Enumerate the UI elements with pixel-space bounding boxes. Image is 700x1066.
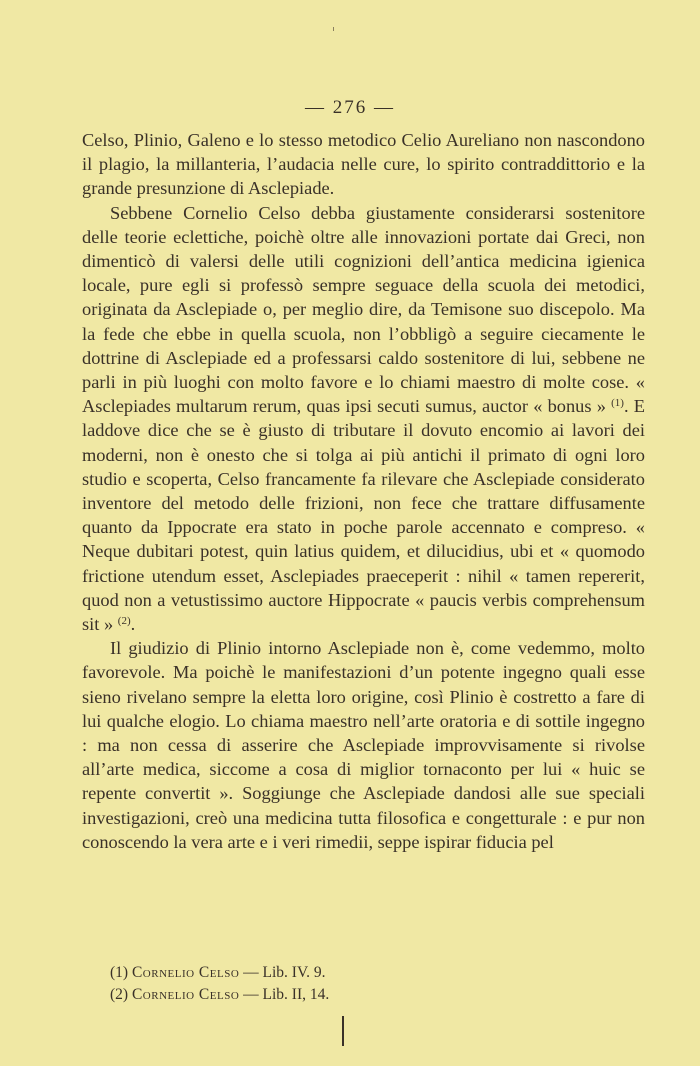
- footnote-ref-2: (2): [117, 615, 131, 628]
- footnote-2: [110, 984, 329, 1006]
- print-speck: [333, 27, 334, 31]
- footnote-author: Cornelio Celso: [131, 986, 240, 1003]
- footnotes: [110, 962, 329, 1006]
- paragraph-2-text: Sebbene Cornelio Celso debba giustamente considerarsi sostenitore delle teorie eclettiche, poichè oltre alle innovazioni portate dai Greci, non dimenticò di valersi delle utili cognizioni dell’antica medicina igienica locale, pure egli si professò sempre seguace della scuola dei metodici, originata da Asclepiade o, per meglio dire, da Temisone suo discepolo. Ma la fede che ebbe in quella scuola, non l’obbligò a seguire ciecamente le dottrine di Asclepiade ed a professarsi caldo sostenitore di lui, sebbene ne parli in più luoghi con molto favore e lo chiami maestro di molte cose. « Asclepiades multarum rerum, quas ipsi secuti sumus, auctor « bonus »: [82, 202, 645, 417]
- body-text: [82, 128, 645, 854]
- footnote-reference: — Lib. II, 14.: [243, 986, 330, 1003]
- paragraph-1: Celso, Plinio, Galeno e lo stesso metodico Celio Aureliano non nascondono il plagio, la millanteria, l’audacia nelle cure, lo spirito contraddittorio e la grande presunzione di Asclepiade.: [82, 130, 645, 199]
- paragraph-2-tail: . E laddove dice che se è giusto di tributare il dovuto encomio ai lavori dei moderni, non è onesto che si tolga ai più antichi il primato di ogni loro studio e scoperta, Celso francamente fa rilevare che Asclepiade considerato inventore del metodo delle frizioni, non fece che trattare diffusamente quanto da Ippocrate era stato in poche parole accennato e compreso. « Neque dubitari potest, quin latius quidem, et dilucidius, ubi et « quomodo frictione utendum esset, Asclepiades praeceperit : nihil « tamen repererit, quod non a vetustissimo auctore Hippocrate « paucis verbis comprehensum sit »: [82, 396, 645, 635]
- paragraph-2-end: .: [130, 614, 136, 635]
- margin-mark: [342, 1016, 344, 1046]
- paragraph-2: [82, 201, 645, 637]
- footnote-1: [110, 962, 329, 984]
- paragraph-3: Il giudizio di Plinio intorno Asclepiade non è, come vedemmo, molto favorevole. Ma poichè le manifestazioni d’un potente ingegno quali esse sieno rivelano sempre la eletta loro origine, così Plinio è costretto a fare di lui qualche elogio. Lo chiama maestro nell’arte oratoria e di sottile ingegno : ma non cessa di asserire che Asclepiade improvvisamente si rivolse all’arte medica, siccome a cosa di miglior tornaconto per lui « huic se repente convertit ». Soggiunge che Asclepiade dandosi alle sue speciali investigazioni, creò una medicina tutta filosofica e congetturale : e pur non conoscendo la vera arte e i veri rimedii, seppe ispirar fiducia pel: [82, 638, 645, 852]
- footnote-reference: — Lib. IV. 9.: [243, 964, 326, 981]
- footnote-author: Cornelio Celso: [131, 964, 240, 981]
- page-number: — 276 —: [305, 97, 395, 118]
- footnote-number: (1): [110, 964, 129, 981]
- footnote-number: (2): [110, 986, 129, 1003]
- footnote-ref-1: (1): [611, 397, 624, 410]
